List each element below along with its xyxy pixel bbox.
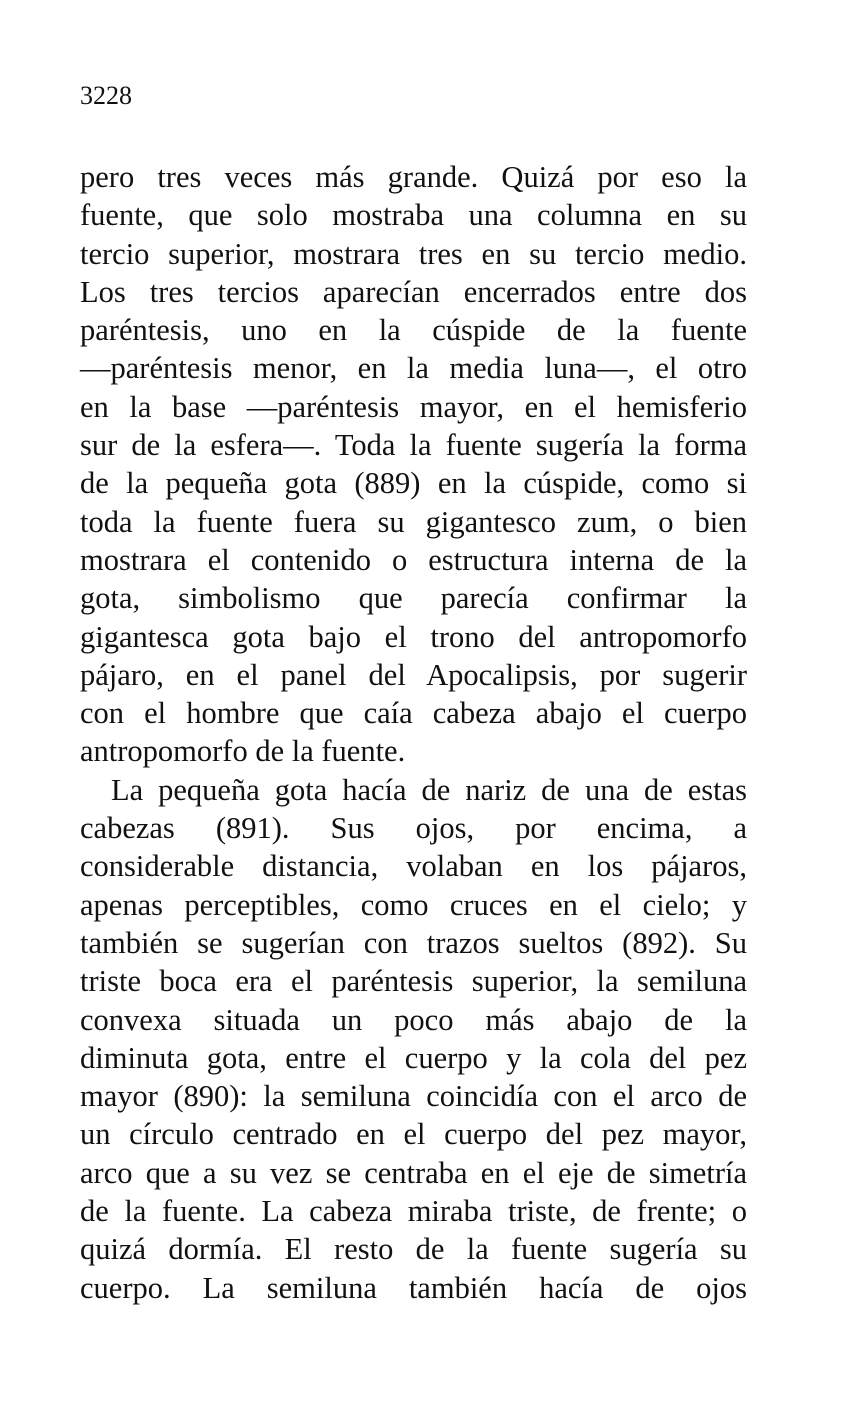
text-line: considerable distancia, volaban en los pájaros, xyxy=(80,849,747,884)
paragraph-2 xyxy=(80,771,747,1307)
text-line: —paréntesis menor, en la media luna—, el otro xyxy=(80,351,747,386)
text-line: pájaro, en el panel del Apocalipsis, por sugerir xyxy=(80,657,747,692)
text-line: gigantesca gota bajo el trono del antropomorfo xyxy=(80,619,747,654)
text-line: convexa situada un poco más abajo de la xyxy=(80,1002,747,1037)
text-line: diminuta gota, entre el cuerpo y la cola del pez xyxy=(80,1040,747,1075)
text-line: cuerpo. La semiluna también hacía de ojos xyxy=(80,1270,747,1305)
text-line: antropomorfo de la fuente. xyxy=(80,734,406,769)
page-number: 3228 xyxy=(80,81,132,110)
text-line: apenas perceptibles, como cruces en el cielo; y xyxy=(80,887,747,922)
text-line: tercio superior, mostrara tres en su tercio medio. xyxy=(80,236,747,271)
text-line: pero tres veces más grande. Quizá por eso la xyxy=(80,160,747,194)
text-line: arco que a su vez se centraba en el eje de simetría xyxy=(80,1155,747,1190)
text-line: con el hombre que caía cabeza abajo el cuerpo xyxy=(80,696,747,731)
text-line: de la fuente. La cabeza miraba triste, de frente; o xyxy=(80,1194,747,1229)
text-line: fuente, que solo mostraba una columna en su xyxy=(80,198,747,233)
text-line: en la base —paréntesis mayor, en el hemisferio xyxy=(80,389,747,424)
text-line: sur de la esfera—. Toda la fuente sugería la forma xyxy=(80,428,747,463)
text-line: triste boca era el paréntesis superior, la semiluna xyxy=(80,964,747,999)
text-line: cabezas (891). Sus ojos, por encima, a xyxy=(80,811,747,846)
text-line: Los tres tercios aparecían encerrados entre dos xyxy=(80,274,747,309)
text-line: paréntesis, uno en la cúspide de la fuente xyxy=(80,313,747,348)
text-line: de la pequeña gota (889) en la cúspide, como si xyxy=(80,466,747,501)
text-line: La pequeña gota hacía de nariz de una de estas xyxy=(111,772,747,807)
text-line: un círculo centrado en el cuerpo del pez mayor, xyxy=(80,1117,747,1152)
text-line: mayor (890): la semiluna coincidía con el arco de xyxy=(80,1079,747,1114)
body-text xyxy=(80,158,747,1307)
paragraph-1 xyxy=(80,158,747,771)
text-line: también se sugerían con trazos sueltos (892). Su xyxy=(80,925,747,960)
text-line: toda la fuente fuera su gigantesco zum, o bien xyxy=(80,504,747,539)
text-line: mostrara el contenido o estructura interna de la xyxy=(80,542,747,577)
text-line: gota, simbolismo que parecía confirmar la xyxy=(80,581,747,616)
text-line: quizá dormía. El resto de la fuente sugería su xyxy=(80,1232,747,1267)
